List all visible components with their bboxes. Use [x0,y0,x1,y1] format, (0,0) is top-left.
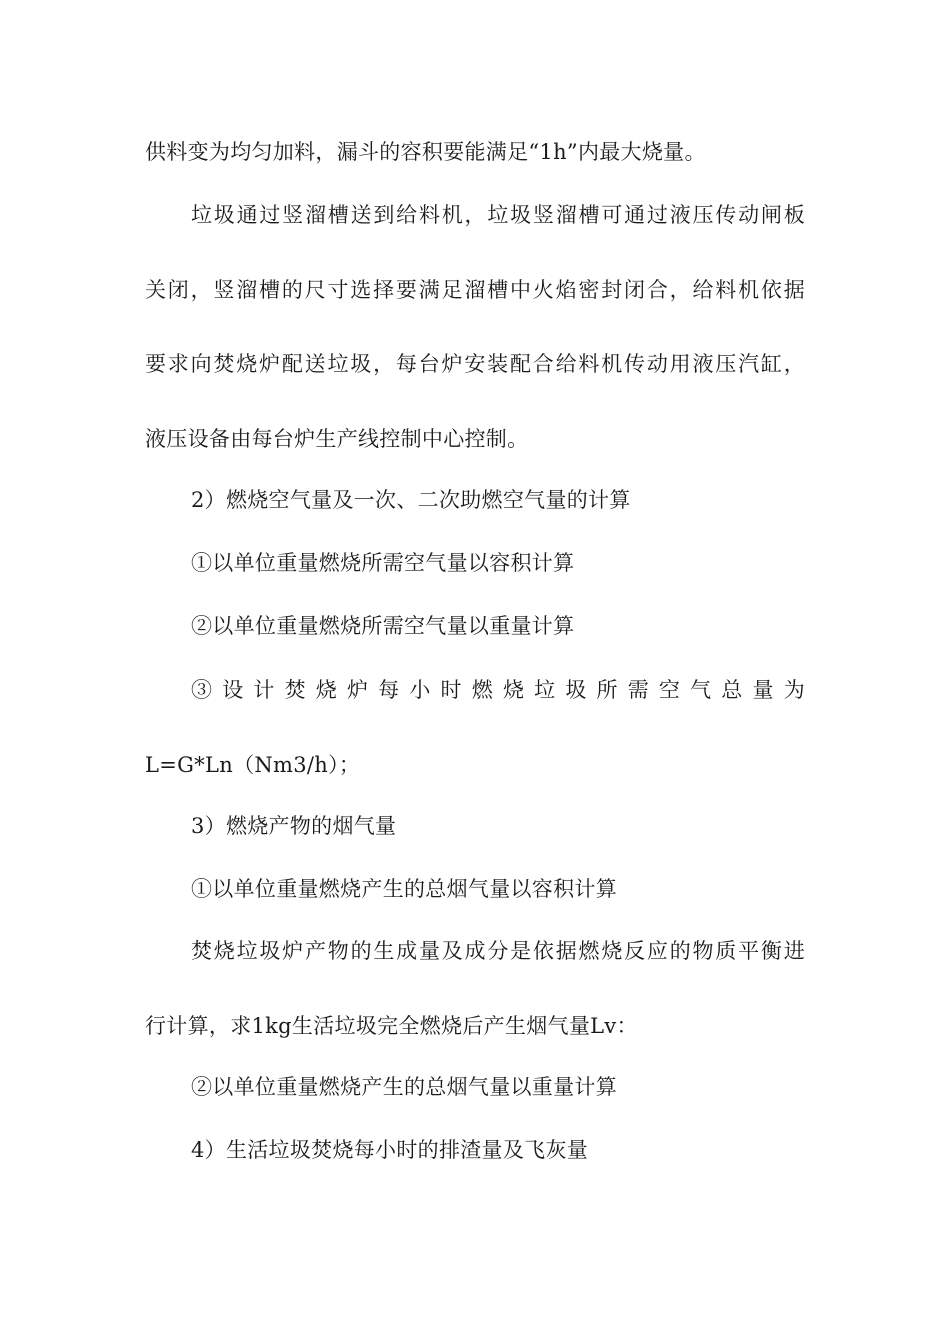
paragraph-line: 行计算，求1kg生活垃圾完全燃烧后产生烟气量Lv： [145,1014,638,1038]
section-heading: 4）生活垃圾焚烧每小时的排渣量及飞灰量 [191,1138,589,1162]
paragraph-line: 要求向焚烧炉配送垃圾，每台炉安装配合给料机传动用液压汽缸， [145,352,805,376]
paragraph-line: 垃圾通过竖溜槽送到给料机，垃圾竖溜槽可通过液压传动闸板 [191,203,805,227]
paragraph-line: 焚烧垃圾炉产物的生成量及成分是依据燃烧反应的物质平衡进 [191,939,805,963]
paragraph-line: 关闭，竖溜槽的尺寸选择要满足溜槽中火焰密封闭合，给料机依据 [145,278,805,302]
list-item: ②以单位重量燃烧产生的总烟气量以重量计算 [191,1075,617,1099]
section-heading: 3）燃烧产物的烟气量 [191,814,397,838]
list-item: ①以单位重量燃烧所需空气量以容积计算 [191,551,575,575]
list-item: ②以单位重量燃烧所需空气量以重量计算 [191,614,575,638]
paragraph-line: 供料变为均匀加料，漏斗的容积要能满足“1h”内最大烧量。 [145,140,706,164]
list-item: ③设计焚烧炉每小时燃烧垃圾所需空气总量为 [191,678,805,702]
list-item: ①以单位重量燃烧产生的总烟气量以容积计算 [191,877,617,901]
formula-line: L=G*Ln（Nm3/h）； [145,753,361,777]
section-heading: 2）燃烧空气量及一次、二次助燃空气量的计算 [191,488,631,512]
paragraph-line: 液压设备由每台炉生产线控制中心控制。 [145,427,529,451]
